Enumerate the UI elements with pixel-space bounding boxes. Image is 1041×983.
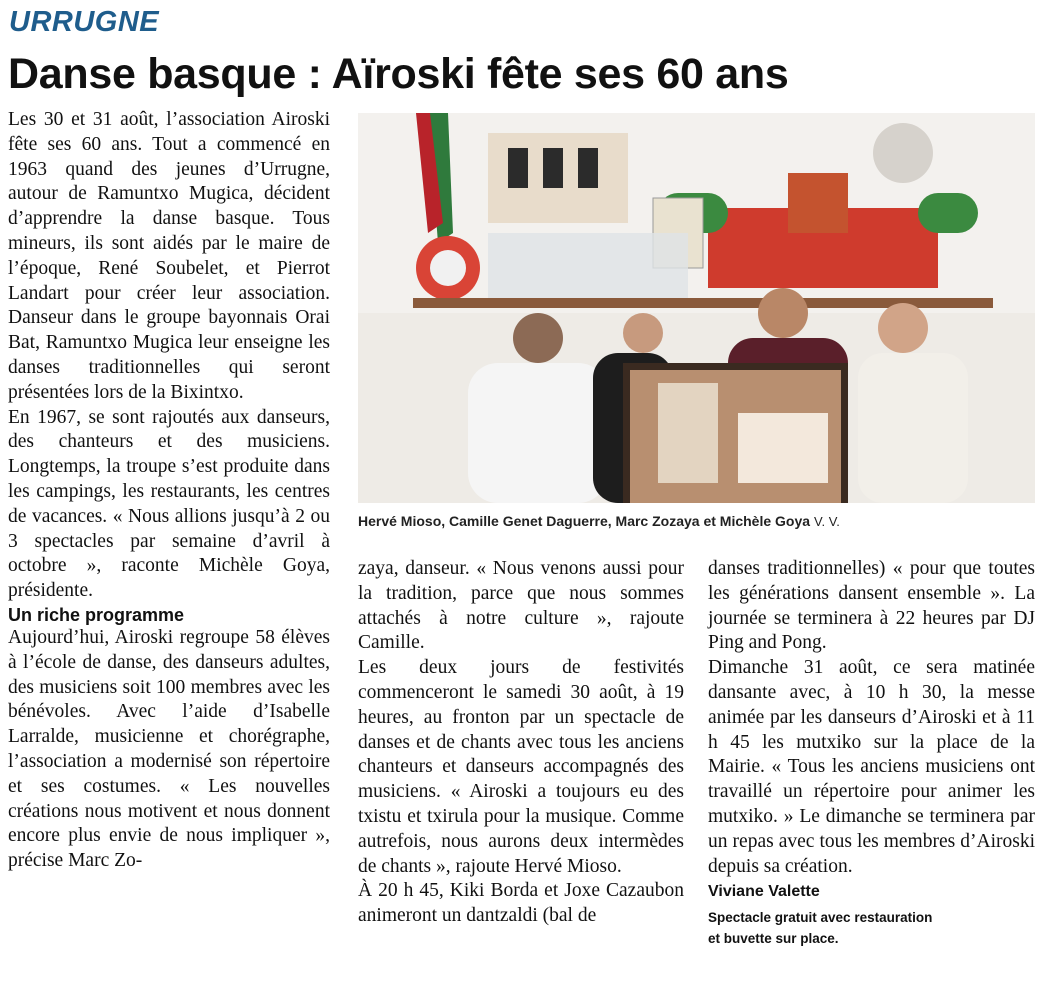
paragraph: Aujourd’hui, Airoski regroupe 58 élèves à l’école de danse, des danseurs adultes, des musiciens soit 100 membres avec les bénévoles. Avec l’aide d’Isabelle Larralde, musicienne et chorégraphe, l’association a modernisé son répertoire et ses costumes. « Les nouvelles créations nous motivent et nous donnent encore plus envie de nous impliquer », précise Marc Zo-	[8, 626, 330, 872]
info-line: et buvette sur place.	[708, 931, 839, 947]
paragraph: À 20 h 45, Kiki Borda et Joxe Cazaubon animeront un dantzaldi (bal de	[358, 880, 684, 927]
info-line: Spectacle gratuit avec restauration	[708, 910, 933, 926]
article-column-1	[8, 108, 330, 874]
photo-credit: V. V.	[814, 514, 840, 529]
paragraph: Dimanche 31 août, ce sera matinée dansante avec, à 10 h 30, la messe animée par les danseurs d’Airoski et à 11 h 45 les mutxiko sur la place de la Mairie. « Tous les anciens musiciens ont travaillé un répertoire pour animer les mutxiko. » Le dimanche se terminera par un repas avec tous les membres d’Airoski depuis sa création.	[708, 657, 1035, 877]
paragraph: Les deux jours de festivités commenceront le samedi 30 août, à 19 heures, au fronton par un spectacle de danses et de chants avec tous les anciens chanteurs et danseurs accompagnés des musiciens. « Airoski a toujours eu des txistu et txirula pour la musique. Comme autrefois, nous aurons deux intermèdes de chants », rajoute Hervé Mioso.	[358, 657, 684, 877]
paragraph: zaya, danseur. « Nous venons aussi pour la tradition, parce que nous sommes attachés à notre culture », rajoute Camille.	[358, 558, 684, 654]
group-photo-illustration	[358, 113, 1035, 503]
author-byline: Viviane Valette	[708, 883, 820, 901]
photo-caption	[358, 513, 1035, 529]
paragraph: En 1967, se sont rajoutés aux danseurs, des chanteurs et des musiciens. Longtemps, la troupe s’est produite dans les campings, les restaurants, les centres de vacances. « Nous allions jusqu’à 2 ou 3 spectacles par semaine d’avril à octobre », raconte Michèle Goya, présidente.	[8, 406, 330, 602]
subheading: Un riche programme	[8, 604, 185, 625]
article-photo	[358, 113, 1035, 503]
article-headline: Danse basque : Aïroski fête ses 60 ans	[8, 50, 789, 98]
article-column-2	[358, 557, 684, 929]
info-note	[708, 907, 1035, 949]
section-kicker: URRUGNE	[9, 6, 160, 38]
caption-text: Hervé Mioso, Camille Genet Daguerre, Marc Zozaya et Michèle Goya	[358, 513, 811, 529]
paragraph: danses traditionnelles) « pour que toutes les générations dansent ensemble ». La journée se terminera à 22 heures par DJ Ping and Pong.	[708, 558, 1035, 654]
article-column-3	[708, 557, 1035, 949]
paragraph: Les 30 et 31 août, l’association Airoski fête ses 60 ans. Tout a commencé en 1963 quand des jeunes d’Urrugne, autour de Ramuntxo Mugica, décident d’apprendre la danse basque. Tous mineurs, ils sont aidés par le maire de l’époque, René Soubelet, et Pierrot Landart pour créer leur association. Danseur dans le groupe bayonnais Orai Bat, Ramuntxo Mugica leur enseigne les danses traditionnelles qui seront présentées lors de la Bixintxo.	[8, 109, 330, 403]
